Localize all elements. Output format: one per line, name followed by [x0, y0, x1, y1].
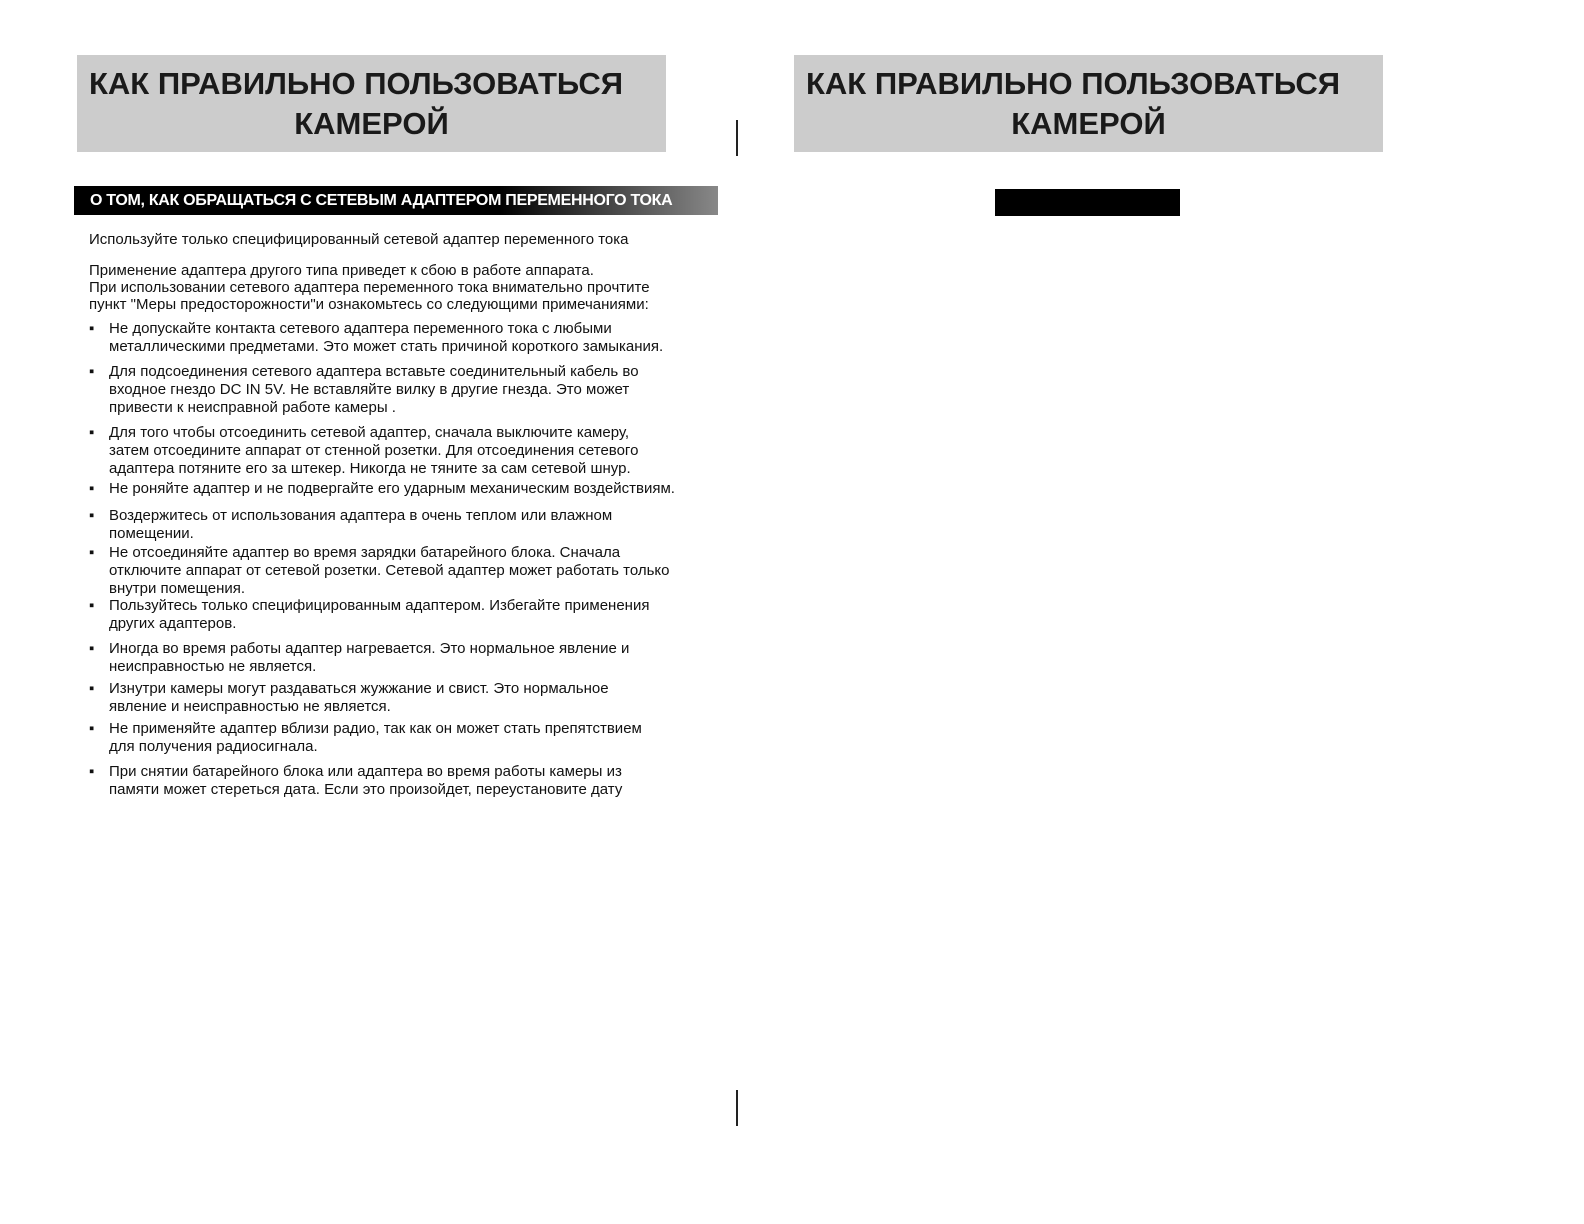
list-item-line: привести к неисправной работе камеры .	[109, 399, 396, 416]
list-item-line: помещении.	[109, 525, 194, 542]
list-item	[89, 480, 675, 498]
title-line-1: КАК ПРАВИЛЬНО ПОЛЬЗОВАТЬСЯ	[806, 65, 1341, 101]
bullet-icon: ▪	[89, 763, 95, 780]
bullet-icon: ▪	[89, 480, 95, 497]
bullet-icon: ▪	[89, 320, 95, 337]
page-divider-top	[736, 120, 738, 156]
list-item	[89, 640, 629, 676]
bullet-icon: ▪	[89, 597, 95, 614]
paragraph-line: Применение адаптера другого типа приведет к сбою в работе аппарата.	[89, 262, 594, 279]
list-item	[89, 507, 612, 543]
list-item-line: памяти может стереться дата. Если это произойдет, переустановите дату	[109, 781, 623, 798]
list-item-line: адаптера потяните его за штекер. Никогда не тяните за сам сетевой шнур.	[109, 460, 631, 477]
bullet-icon: ▪	[89, 363, 95, 380]
list-item-line: других адаптеров.	[109, 615, 237, 632]
list-item-line: явление и неисправностью не является.	[109, 698, 391, 715]
list-item	[89, 680, 609, 716]
list-item-line: затем отсоедините аппарат от стенной розетки. Для отсоединения сетевого	[109, 442, 639, 459]
bullet-icon: ▪	[89, 424, 95, 441]
list-item-line: неисправностью не является.	[109, 658, 317, 675]
intro-text: Используйте только специфицированный сетевой адаптер переменного тока	[89, 231, 629, 248]
right-page-title	[794, 55, 1383, 152]
list-item	[89, 363, 639, 417]
list-item-line: Иногда во время работы адаптер нагревается. Это нормальное явление и	[109, 640, 630, 657]
list-item-line: Пользуйтесь только специфицированным адаптером. Избегайте применения	[109, 597, 650, 614]
title-line-2: КАМЕРОЙ	[1011, 105, 1166, 141]
bullet-icon: ▪	[89, 544, 95, 561]
bullet-icon: ▪	[89, 720, 95, 737]
bullet-icon: ▪	[89, 640, 95, 657]
list-item	[89, 544, 670, 598]
list-item-line: входное гнездо DC IN 5V. Не вставляйте вилку в другие гнезда. Это может	[109, 381, 630, 398]
list-item-line: Не отсоединяйте адаптер во время зарядки батарейного блока. Сначала	[109, 544, 621, 561]
list-item-line: При снятии батарейного блока или адаптера во время работы камеры из	[109, 763, 622, 780]
page-divider-bottom	[736, 1090, 738, 1126]
bullet-icon: ▪	[89, 507, 95, 524]
list-item-line: металлическими предметами. Это может стать причиной короткого замыкания.	[109, 338, 664, 355]
paragraph-line: пункт "Меры предосторожности"и ознакомьтесь со следующими примечаниями:	[89, 296, 649, 313]
list-item	[89, 763, 622, 799]
list-item-line: внутри помещения.	[109, 580, 246, 597]
list-item-line: для получения радиосигнала.	[109, 738, 318, 755]
list-item-line: Не допускайте контакта сетевого адаптера переменного тока с любыми	[109, 320, 612, 337]
list-item	[89, 424, 638, 478]
title-line-1: КАК ПРАВИЛЬНО ПОЛЬЗОВАТЬСЯ	[89, 65, 624, 101]
list-item-line: Изнутри камеры могут раздаваться жужжание и свист. Это нормальное	[109, 680, 609, 697]
redacted-black-box	[995, 189, 1180, 216]
list-item-line: Воздержитесь от использования адаптера в очень теплом или влажном	[109, 507, 613, 524]
section-header: О ТОМ, КАК ОБРАЩАТЬСЯ С СЕТЕВЫМ АДАПТЕРОМ ПЕРЕМЕННОГО ТОКА	[74, 186, 718, 215]
paragraph-line: При использовании сетевого адаптера переменного тока внимательно прочтите	[89, 279, 650, 296]
list-item-line: Для подсоединения сетевого адаптера вставьте соединительный кабель во	[109, 363, 639, 380]
list-item-line: отключите аппарат от сетевой розетки. Сетевой адаптер может работать только	[109, 562, 670, 579]
left-page-title	[77, 55, 666, 152]
list-item-line: Не роняйте адаптер и не подвергайте его ударным механическим воздействиям.	[109, 480, 675, 497]
bullet-icon: ▪	[89, 680, 95, 697]
list-item	[89, 320, 663, 356]
list-item-line: Не применяйте адаптер вблизи радио, так как он может стать препятствием	[109, 720, 642, 737]
list-item	[89, 597, 649, 633]
list-item-line: Для того чтобы отсоединить сетевой адаптер, сначала выключите камеру,	[109, 424, 630, 441]
title-line-2: КАМЕРОЙ	[294, 105, 449, 141]
list-item	[89, 720, 642, 756]
